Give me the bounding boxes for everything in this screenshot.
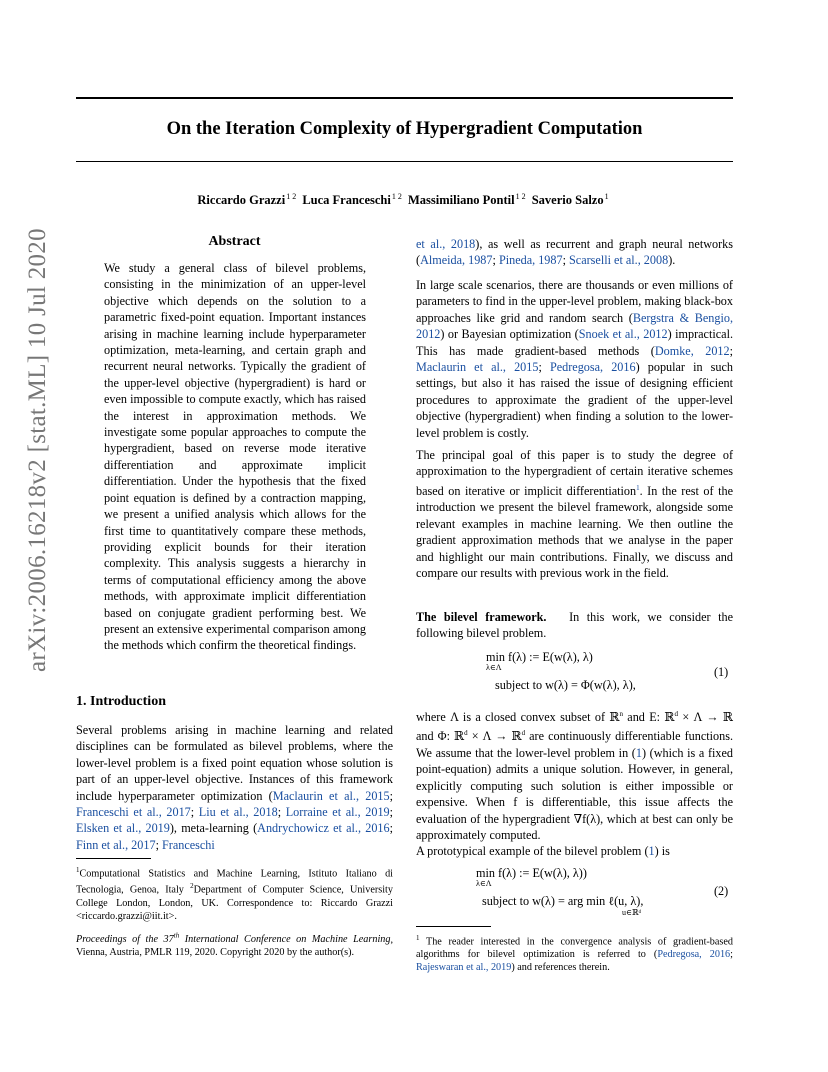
citation-link[interactable]: Snoek et al., 2012 [578,327,668,342]
equation-reference[interactable]: 1 [635,745,642,760]
equation-2-line1: min f(λ) := E(w(λ), λ)) [476,866,587,880]
citation-link[interactable]: Elsken et al., 2019 [76,821,170,836]
affiliation-footnote: $^1$Computational Statistics and Machine Learning, Istituto Italiano di Tecnologia, Genoa, Italy $^2$Department of Computer Science, University College London, London, UK. Correspondence to: Riccardo Grazzi <riccardo.grazzi@iit.it>. [76,866,393,922]
abstract-text: We study a general class of bilevel problems, consisting in the minimization of an upper-level objective which depends on the solution to a parametric fixed-point equation. Important instances arising in machine learning include hyperparameter optimization, meta-learning, and certain graph and recurrent neural networks. Typically the gradient of the upper-level objective (hypergradient) is hard or even impossible to compute exactly, which has raised the interest in approximation methods. We investigate some popular approaches to compute the hypergradient, based on reverse mode iterative differentiation and approximate implicit differentiation. Under the hypothesis that the fixed point equation is defined by a contraction mapping, we present a unified analysis which allows for the first time to quantitatively compare these methods, providing explicit bounds for their iteration complexity. This analysis suggests a hierarchy in terms of computational efficiency among the above methods, with approximate implicit differentiation based on conjugate gradient performing best. We present an extensive experimental comparison among the methods which confirm the theoretical findings. [104,261,366,653]
author-affiliation: 1 [604,192,609,201]
large-scale-paragraph: In large scale scenarios, there are thousands or even millions of parameters to find in the upper-level problem, making black-box approaches like grid and random search (Bergstra & Bengio, 2012) or Bayesian optimization (Snoek et al., 2012) impractical. This has made gradient-based methods (Domke, 2012; Maclaurin et al., 2015; Pedregosa, 2016) popular in such settings, but also it has raised the issue of designing efficient procedures to approximate the gradient of the upper-level objective (hypergradient) when finding a solution to the lower-level problem is costly. [416,278,734,440]
title-top-rule [76,97,733,99]
prototypical-example-line: A prototypical example of the bilevel problem (1) is [416,844,670,858]
author-name: Saverio Salzo [531,193,604,207]
equation-2-line2: subject to w(λ) = arg min ℓ(u, λ), [482,894,644,908]
author-list [76,192,733,208]
citation-link[interactable]: Maclaurin et al., 2015 [416,360,539,375]
citation-link[interactable]: Rajeswaran et al., 2019 [416,962,512,974]
title-bottom-rule [76,161,733,162]
introduction-paragraph: Several problems arising in machine learning and related disciplines can be formulated as bilevel problems, where the lower-level problem is a fixed point equation whose solution is part of an upper-level objective. Instances of this framework include hyperparameter optimization (Maclaurin et al., 2015; Franceschi et al., 2017; Liu et al., 2018; Lorraine et al., 2019; Elsken et al., 2019), meta-learning (Andrychowicz et al., 2016; Finn et al., 2017; Franceschi [76,723,394,852]
citation-link[interactable]: Maclaurin et al., 2015 [272,788,390,803]
footnote-rule [76,858,151,859]
author-affiliation: 1 2 [391,192,402,201]
equation-reference[interactable]: 1 [648,844,655,858]
equation-2-subscript: λ∈Λ [476,879,492,888]
equation-1-number: (1) [714,665,729,679]
abstract-heading: Abstract [208,234,261,249]
equation-1-line2: subject to w(λ) = Φ(w(λ), λ), [495,678,636,692]
author-name: Riccardo Grazzi [197,193,286,207]
citation-link[interactable]: Lorraine et al., 2019 [285,805,390,820]
citation-link[interactable]: Franceschi et al., 2017 [76,805,191,820]
equation-1-line1: min f(λ) := E(w(λ), λ) [486,650,593,664]
paper-title: On the Iteration Complexity of Hypergradient Computation [166,119,643,139]
arxiv-side-stamp: arXiv:2006.16218v2 [stat.ML] 10 Jul 2020 [24,228,51,672]
problem-description-paragraph: where Λ is a closed convex subset of ℝ$^n$ and E: ℝ$^d$ × Λ → ℝ and Φ: ℝ$^d$ × Λ → ℝ$^d$ are continuously differentiable functions. We assume that the lower-level problem in (1) (which is a fixed point-equation) admits a unique solution. However, in general, explicitly computing such solution is either impossible or expensive. When f is differentiable, this issue affects the evaluation of the hypergradient ∇f(λ), which at best can only be approximately computed. [416,710,733,842]
equation-1-subscript: λ∈Λ [486,663,502,672]
bilevel-framework-paragraph: The bilevel framework. In this work, we consider the following bilevel problem. [416,610,734,641]
citation-link[interactable]: Bergstra & Bengio, 2012 [416,310,733,342]
equation-2-number: (2) [714,884,729,898]
citation-link[interactable]: Almeida, 1987 [420,253,493,268]
footnote-rule [416,926,491,927]
bilevel-framework-heading: The bilevel framework. [416,610,547,624]
author-affiliation: 1 2 [515,192,526,201]
author-name: Massimiliano Pontil [408,193,515,207]
citation-link[interactable]: Pedregosa, 2016 [657,949,731,961]
citation-link[interactable]: Finn et al., 2017 [76,837,156,852]
equation-2-subscript-2: u∈ℝᵈ [622,908,642,917]
citation-link[interactable]: Pineda, 1987 [498,253,563,268]
convergence-footnote: $^1$ The reader interested in the convergence analysis of gradient-based algorithms for bilevel optimization is referred to (Pedregosa, 2016; Rajeswaran et al., 2019) and references therein. [416,934,733,974]
author-name: Luca Franceschi [302,193,391,207]
intro-continuation: et al., 2018), as well as recurrent and graph neural networks (Almeida, 1987; Pineda, 1987; Scarselli et al., 2008). [416,237,733,268]
citation-link[interactable]: Pedregosa, 2016 [549,360,636,375]
citation-link[interactable]: Domke, 2012 [654,343,730,358]
introduction-heading: 1. Introduction [76,694,166,709]
goal-paragraph: The principal goal of this paper is to study the degree of approximation to the hypergradient of certain iterative schemes based on iterative or implicit differentiation$^1$. In the rest of the introduction we present the bilevel framework, alongside some relevant examples in machine learning. We then outline the gradient approximation methods that we analyse in the paper and highlight our main contributions. Finally, we discuss and compare our results with previous work in the field. [416,448,733,580]
citation-link[interactable]: Scarselli et al., 2008 [569,253,669,268]
citation-link[interactable]: Franceschi [162,837,215,852]
citation-link[interactable]: et al., 2018 [416,237,476,251]
proceedings-note: Proceedings of the 37th International Conference on Machine Learning, Vienna, Austria, PMLR 119, 2020. Copyright 2020 by the author(s). [76,932,394,959]
citation-link[interactable]: Liu et al., 2018 [198,805,278,820]
citation-link[interactable]: Andrychowicz et al., 2016 [257,821,390,836]
author-affiliation: 1 2 [286,192,297,201]
